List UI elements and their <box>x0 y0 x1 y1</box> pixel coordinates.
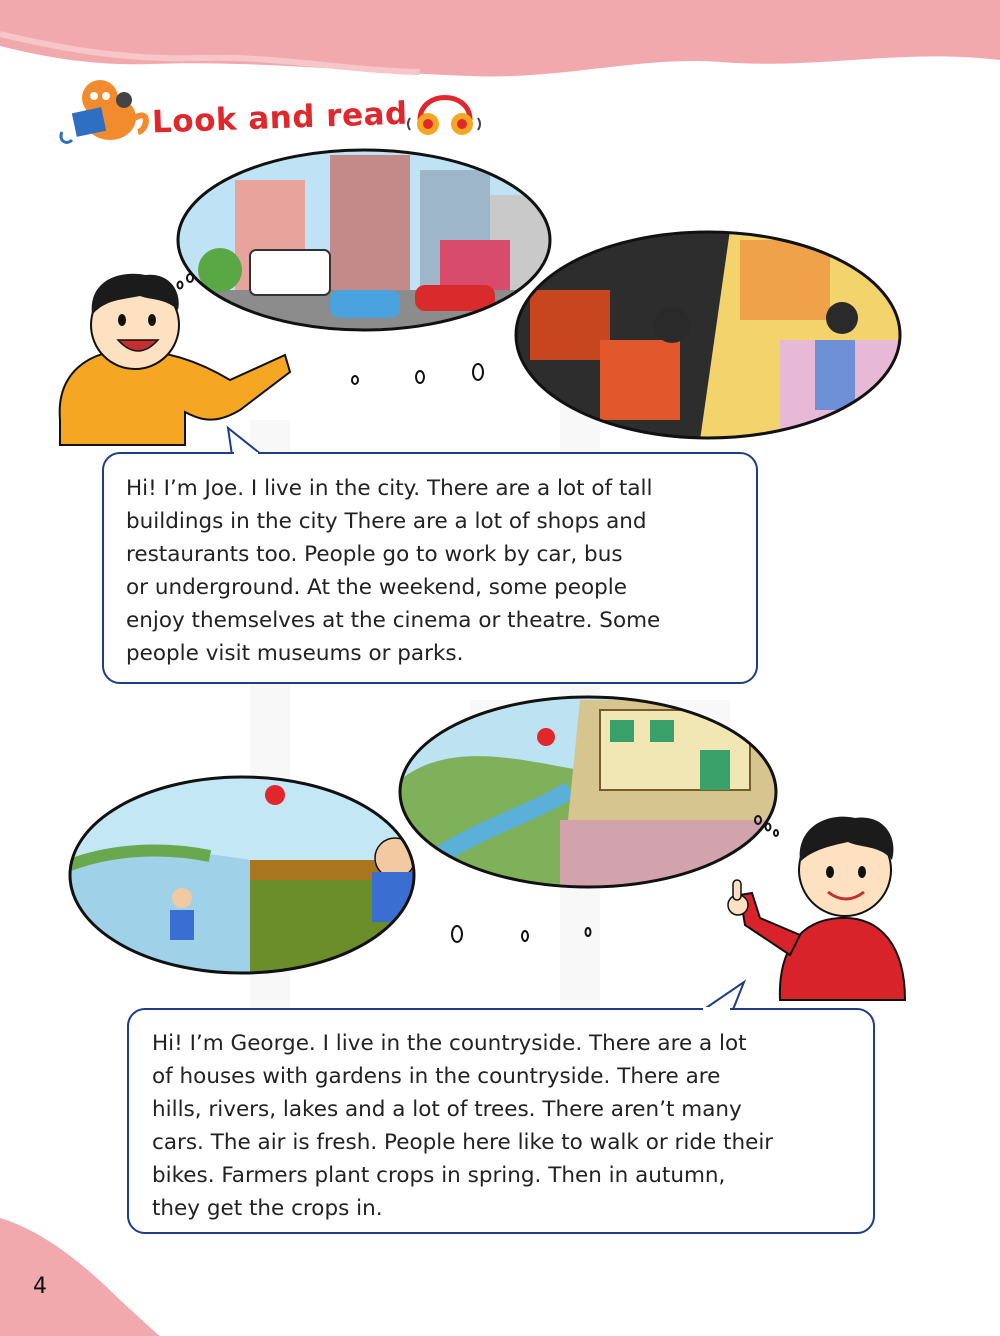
george-text-line: bikes. Farmers plant crops in spring. Then in autumn, <box>152 1163 726 1188</box>
bottom-corner-decoration <box>0 1218 160 1336</box>
joe-text-line: or underground. At the weekend, some people <box>126 575 627 600</box>
joe-text-line: enjoy themselves at the cinema or theatre. Some <box>126 608 661 633</box>
section-title: Look and read <box>151 95 409 141</box>
george-text-line: cars. The air is fresh. People here like to walk or ride their <box>152 1130 774 1155</box>
george-text-line: hills, rivers, lakes and a lot of trees. There aren’t many <box>152 1097 742 1122</box>
joe-text-line: buildings in the city There are a lot of shops and <box>126 509 647 534</box>
george-speech-bubble <box>127 1008 875 1234</box>
joe-text-line: restaurants too. People go to work by car, bus <box>126 542 623 567</box>
joe-text-line: Hi! I’m Joe. I live in the city. There are a lot of tall <box>126 476 653 501</box>
george-text-line: they get the crops in. <box>152 1196 383 1221</box>
george-text-line: Hi! I’m George. I live in the countryside. There are a lot <box>152 1031 747 1056</box>
page-number: 4 <box>33 1274 47 1299</box>
joe-text-line: people visit museums or parks. <box>126 641 464 666</box>
george-text-line: of houses with gardens in the countryside. There are <box>152 1064 721 1089</box>
